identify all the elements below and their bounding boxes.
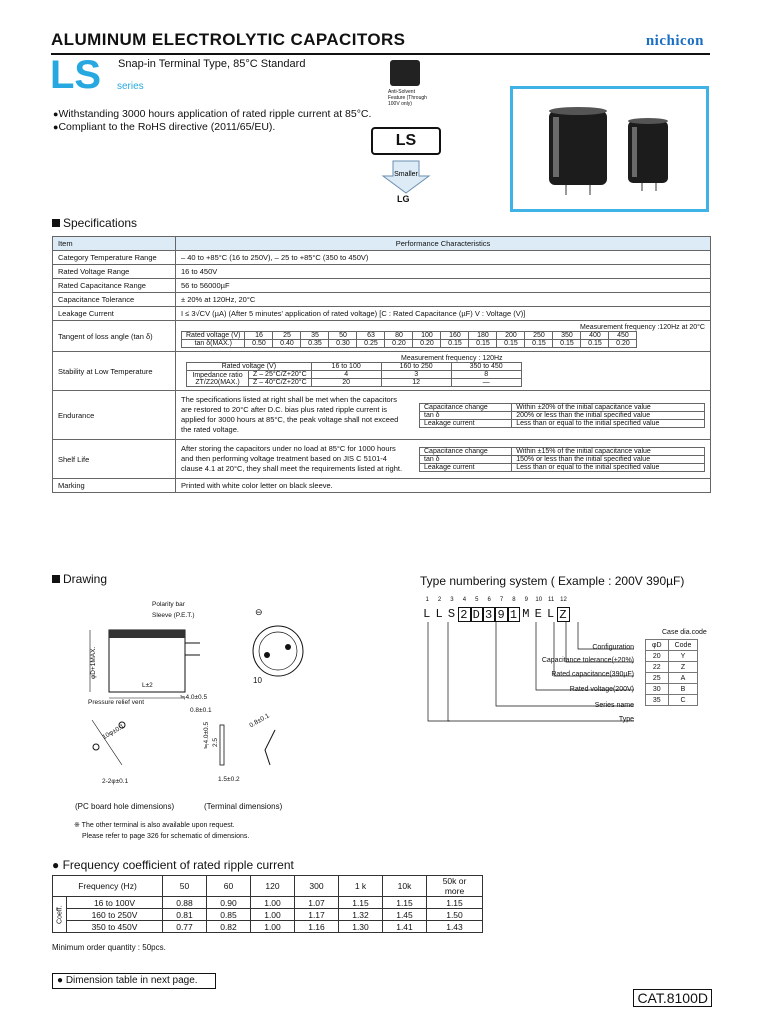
type-numbering-title: Type numbering system ( Example : 200V 390µF)	[420, 574, 685, 588]
drawing-heading: Drawing	[52, 572, 107, 586]
table-row	[646, 684, 698, 695]
svg-text:1.5±0.2: 1.5±0.2	[218, 776, 240, 783]
feature-bullet: ● Withstanding 3000 hours application of rated ripple current at 85°C.	[53, 108, 371, 121]
svg-text:Polarity bar: Polarity bar	[152, 601, 185, 608]
table-row: Item Performance Characteristics	[53, 237, 711, 251]
table-cell: 100	[413, 332, 441, 340]
specifications-heading: Specifications	[52, 216, 137, 230]
table-row	[53, 897, 483, 909]
svg-text:10: 10	[253, 676, 262, 685]
table-cell: 0.82	[207, 921, 251, 933]
table-cell: 1.15	[427, 897, 483, 909]
smaller-label: Smaller	[394, 171, 418, 178]
position-number: 8	[512, 597, 516, 603]
table-cell: 0.15	[441, 340, 469, 348]
table-row: Endurance The specifications listed at right shall be met when the capacitors are restored to 20°C after D.C. bias plus rated ripple current is applied for 3000 hours at 85°C, the peak voltage shall not exceed the rated voltage. Capacitance change Within ±20% of the initial capacitance value tan δ 200% or less than the initial specified value Leakage current Less than or equal to the initial specified value	[53, 391, 711, 440]
table-cell: 0.20	[385, 340, 413, 348]
table-cell: 16	[245, 332, 273, 340]
series-label: series	[117, 81, 144, 92]
position-number: 2	[437, 597, 442, 603]
table-cell: 1 k	[339, 876, 383, 897]
svg-text:0.8±0.1: 0.8±0.1	[248, 712, 271, 730]
part-char: L	[547, 607, 556, 621]
shelf-text: After storing the capacitors under no load at 85°C for 1000 hours and then performing voltage treatment based on JIS C 5101-4 clause 4.1 at 20°C, they shall meet the requirements listed at right.	[181, 444, 403, 473]
part-char: L	[435, 607, 444, 621]
table-row	[646, 695, 698, 706]
table-cell: C	[668, 695, 698, 706]
svg-text:2.5: 2.5	[212, 737, 219, 747]
pc-board-caption: (PC board hole dimensions)	[75, 802, 175, 811]
position-number: 3	[450, 597, 454, 603]
table-cell: A	[668, 673, 698, 684]
table-row: Rated Voltage Range 16 to 450V	[53, 265, 711, 279]
svg-text:10φ±0.1: 10φ±0.1	[101, 722, 126, 742]
stability-table: Rated voltage (V) 16 to 100 160 to 250 350 to 450 Impedance ratio ZT/Z20(MAX.) Z – 25°C/Z+20°C 4 3 8 Z – 40°C/Z+20°C 20 12 —	[186, 362, 522, 387]
series-subtitle: Snap-in Terminal Type, 85°C Standard	[118, 58, 306, 70]
position-number: 12	[560, 597, 567, 603]
position-number: 11	[547, 597, 555, 603]
table-cell: 1.43	[427, 921, 483, 933]
table-cell: 0.35	[301, 340, 329, 348]
table-cell: Y	[668, 651, 698, 662]
table-cell: 35	[646, 695, 669, 706]
table-cell: 1.32	[339, 909, 383, 921]
table-cell: 0.85	[207, 909, 251, 921]
table-cell: 1.15	[339, 897, 383, 909]
anti-solvent-icon	[390, 60, 420, 86]
case-code-title: Case dia.code	[662, 629, 707, 636]
label-cap-tolerance: Capacitance tolerance(±20%)	[541, 657, 634, 664]
table-row: Tangent of loss angle (tan δ) Measurement frequency :120Hz at 20°C Rated voltage (V) 16 25 35 50 63 80 100 160 180 200 250 350 400 450 tan δ(MAX.) 0.50 0.40 0.35 0.30 0.25 0.20 0.20 0.15 0.15 0.15 0.15 0.15 0.15 0.20	[53, 321, 711, 352]
table-cell: 0.88	[163, 897, 207, 909]
table-row	[646, 662, 698, 673]
feature-bullet: ● Compliant to the RoHS directive (2011/65/EU).	[53, 121, 371, 134]
table-cell: 50	[329, 332, 357, 340]
table-cell: 160 to 250V	[67, 909, 163, 921]
table-cell: 20	[646, 651, 669, 662]
endurance-table: Capacitance change Within ±20% of the initial capacitance value tan δ 200% or less than the initial specified value Leakage current Less than or equal to the initial specified value	[419, 403, 705, 428]
label-rated-capacitance: Rated capacitance(390µF)	[551, 671, 634, 678]
table-row: Leakage Current I ≤ 3√CV (µA) (After 5 minutes' application of rated voltage) [C : Rated Capacitance (µF) V : Voltage (V)]	[53, 307, 711, 321]
table-cell: B	[668, 684, 698, 695]
table-cell: 1.45	[383, 909, 427, 921]
part-char: 9	[495, 607, 507, 622]
table-cell: 50	[163, 876, 207, 897]
position-number: 7	[499, 597, 504, 603]
part-char: E	[534, 607, 543, 621]
part-char: 1	[508, 607, 520, 622]
table-cell: 0.50	[245, 340, 273, 348]
part-char: 3	[483, 607, 495, 622]
table-cell: 0.25	[357, 340, 385, 348]
feature-bullets	[53, 108, 371, 134]
table-cell: 35	[301, 332, 329, 340]
series-code: LS	[50, 53, 102, 97]
position-number: 1	[425, 597, 429, 603]
table-cell: 1.17	[295, 909, 339, 921]
table-cell: 0.20	[413, 340, 441, 348]
table-cell: 350 to 450V	[67, 921, 163, 933]
anti-solvent-text: Anti-Solvent Feature (Through 100V only)	[388, 89, 427, 107]
ls-badge: LS	[371, 127, 441, 155]
svg-text:≒4.0±0.5: ≒4.0±0.5	[203, 721, 210, 749]
table-cell: 450	[609, 332, 637, 340]
svg-text:⊖: ⊖	[255, 607, 263, 617]
dimension-table-note: ● Dimension table in next page.	[52, 973, 216, 989]
table-cell: 1.15	[383, 897, 427, 909]
table-cell: 80	[385, 332, 413, 340]
svg-text:≒4.0±0.5: ≒4.0±0.5	[180, 694, 208, 701]
table-cell: 0.90	[207, 897, 251, 909]
table-cell: 60	[207, 876, 251, 897]
part-char: M	[522, 607, 531, 621]
table-cell: 0.40	[273, 340, 301, 348]
label-rated-voltage: Rated voltage(200V)	[569, 686, 634, 693]
table-cell: 350	[553, 332, 581, 340]
part-char: Z	[557, 607, 569, 622]
table-cell: Z	[668, 662, 698, 673]
frequency-table	[52, 875, 483, 933]
brand-logo: nichicon	[645, 33, 704, 49]
table-cell: 1.00	[251, 921, 295, 933]
table-row: Shelf Life After storing the capacitors under no load at 85°C for 1000 hours and then performing voltage treatment based on JIS C 5101-4 clause 4.1 at 20°C, they shall meet the requirements listed at right. Capacitance change Within ±15% of the initial capacitance value tan δ 150% or less than the initial specified value Leakage current Less than or equal to the initial specified value	[53, 440, 711, 479]
position-number: 4	[462, 597, 467, 603]
table-row	[646, 651, 698, 662]
svg-text:Sleeve (P.E.T.): Sleeve (P.E.T.)	[152, 612, 195, 619]
table-row: Marking Printed with white color letter on black sleeve.	[53, 479, 711, 493]
table-cell: 25	[646, 673, 669, 684]
table-cell: 25	[273, 332, 301, 340]
table-cell: 200	[497, 332, 525, 340]
title-rule	[51, 53, 710, 55]
svg-text:0.8±0.1: 0.8±0.1	[190, 707, 212, 714]
part-char: S	[447, 607, 457, 621]
table-cell: 1.07	[295, 897, 339, 909]
table-cell: 0.15	[553, 340, 581, 348]
table-cell: 300	[295, 876, 339, 897]
terminal-caption: (Terminal dimensions)	[204, 802, 283, 811]
table-cell: 10k	[383, 876, 427, 897]
position-number: 10	[535, 597, 543, 603]
table-row: Rated Capacitance Range 56 to 56000µF	[53, 279, 711, 293]
table-cell: 0.20	[609, 340, 637, 348]
table-row	[53, 921, 483, 933]
table-row	[53, 909, 483, 921]
frequency-heading: ● Frequency coefficient of rated ripple current	[52, 858, 294, 872]
page-title: ALUMINUM ELECTROLYTIC CAPACITORS	[51, 30, 406, 49]
table-cell: 63	[357, 332, 385, 340]
part-number	[421, 607, 570, 622]
position-number: 5	[475, 597, 479, 603]
drawing-note-2: Please refer to page 326 for schematic of dimensions.	[82, 833, 250, 840]
table-cell: 16 to 100V	[67, 897, 163, 909]
part-char: L	[423, 607, 432, 621]
table-cell: 1.00	[251, 897, 295, 909]
table-row	[53, 876, 483, 897]
table-cell: 0.15	[497, 340, 525, 348]
svg-text:φD+1MAX.: φD+1MAX.	[90, 646, 97, 679]
table-row: Stability at Low Temperature Measurement frequency : 120Hz Rated voltage (V) 16 to 100 160 to 250 350 to 450 Impedance ratio ZT/Z20(MAX.) Z – 25°C/Z+20°C 4 3 8 Z – 40°C/Z+20°C 20 12 —	[53, 352, 711, 391]
table-cell: Frequency (Hz)	[53, 876, 163, 897]
stab-measurement-note: Measurement frequency : 120Hz	[401, 355, 503, 362]
table-cell: 180	[469, 332, 497, 340]
svg-text:Pressure relief vent: Pressure relief vent	[88, 699, 144, 706]
table-cell: 22	[646, 662, 669, 673]
coeff-label: Coeff.	[53, 897, 67, 933]
table-row: Capacitance Tolerance ± 20% at 120Hz, 20°C	[53, 293, 711, 307]
tan-table: Rated voltage (V) 16 25 35 50 63 80 100 160 180 200 250 350 400 450 tan δ(MAX.) 0.50 0.40 0.35 0.30 0.25 0.20 0.20 0.15 0.15 0.15 0.15 0.15 0.15 0.20	[181, 331, 637, 348]
dimension-drawing	[60, 595, 360, 810]
table-cell: 160	[441, 332, 469, 340]
table-row	[646, 673, 698, 684]
label-type: Type	[618, 716, 634, 723]
table-cell: 0.15	[525, 340, 553, 348]
table-cell: 1.16	[295, 921, 339, 933]
drawing-note-1: ※ The other terminal is also available upon request.	[74, 822, 235, 829]
table-row: Category Temperature Range – 40 to +85°C (16 to 250V), – 25 to +85°C (350 to 450V)	[53, 251, 711, 265]
table-cell: 250	[525, 332, 553, 340]
endurance-text: The specifications listed at right shall be met when the capacitors are restored to 20°C after D.C. bias plus rated ripple current is applied for 3000 hours at 85°C, the peak voltage shall not exceed the rated voltage.	[181, 395, 399, 434]
part-char: D	[471, 607, 483, 622]
lg-label: LG	[397, 194, 410, 204]
min-order: Minimum order quantity : 50pcs.	[52, 943, 166, 952]
table-cell: 0.15	[581, 340, 609, 348]
table-cell: 1.41	[383, 921, 427, 933]
catalog-number: CAT.8100D	[633, 989, 712, 1007]
smaller-arrow-icon	[381, 160, 431, 194]
label-series-name: Series name	[594, 702, 634, 709]
part-char: 2	[458, 607, 470, 622]
table-cell: 1.00	[251, 909, 295, 921]
capacitor-photo-icon	[513, 89, 706, 209]
svg-text:2-2φ±0.1: 2-2φ±0.1	[102, 778, 129, 785]
position-number: 6	[487, 597, 491, 603]
spec-table	[52, 236, 711, 493]
table-cell: 50k or more	[427, 876, 483, 897]
table-cell: 0.30	[329, 340, 357, 348]
table-cell: 1.50	[427, 909, 483, 921]
product-photo	[510, 86, 709, 212]
shelf-table: Capacitance change Within ±15% of the initial capacitance value tan δ 150% or less than the initial specified value Leakage current Less than or equal to the initial specified value	[419, 447, 705, 472]
label-configuration: Configuration	[592, 644, 634, 651]
svg-text:L±2: L±2	[142, 682, 153, 689]
table-cell: 400	[581, 332, 609, 340]
table-cell: 0.15	[469, 340, 497, 348]
table-cell: 30	[646, 684, 669, 695]
table-cell: 1.30	[339, 921, 383, 933]
table-cell: 120	[251, 876, 295, 897]
position-number: 9	[524, 597, 528, 603]
case-code-table: φD Code 20 Y 22 Z 25 A 30 B 35 C	[645, 639, 698, 706]
table-cell: 0.77	[163, 921, 207, 933]
position-numbers	[421, 597, 570, 603]
tan-measurement-note: Measurement frequency :120Hz at 20°C	[580, 324, 705, 331]
table-cell: 0.81	[163, 909, 207, 921]
